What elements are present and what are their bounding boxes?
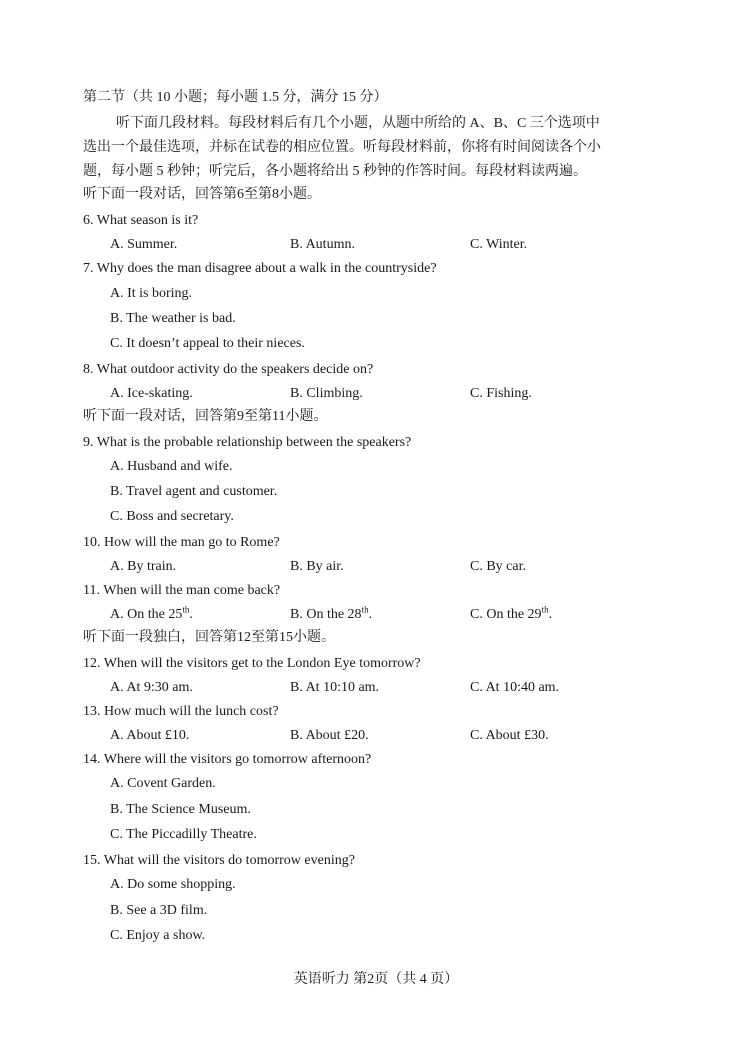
group-intro-2: 听下面一段对话，回答第9至第11小题。	[83, 409, 328, 424]
question-10-stem: 10. How will the man go to Rome?	[83, 535, 280, 550]
instruction-line-3: 题，每小题 5 秒钟；听完后，各小题将给出 5 秒钟的作答时间。每段材料读两遍。	[83, 164, 587, 179]
question-7-option-c: C. It doesn’t appeal to their nieces.	[110, 336, 305, 351]
question-8-option-b: B. Climbing.	[290, 386, 363, 401]
instruction-line-2: 选出一个最佳选项，并标在试卷的相应位置。听每段材料前，你将有时间阅读各个小	[83, 140, 601, 155]
question-6-stem: 6. What season is it?	[83, 213, 199, 228]
ordinal-suffix: th	[541, 604, 549, 615]
question-13-stem: 13. How much will the lunch cost?	[83, 704, 279, 719]
question-15-stem: 15. What will the visitors do tomorrow evening?	[83, 853, 355, 868]
question-10-option-c: C. By car.	[470, 559, 526, 574]
question-12-option-a: A. At 9:30 am.	[110, 680, 193, 695]
group-intro-1: 听下面一段对话，回答第6至第8小题。	[83, 187, 321, 202]
question-9-option-b: B. Travel agent and customer.	[110, 484, 278, 499]
page-footer: 英语听力 第2页（共 4 页）	[293, 972, 459, 987]
option-text: B. On the 28	[290, 607, 362, 622]
question-7-option-b: B. The weather is bad.	[110, 311, 236, 326]
question-8-option-a: A. Ice-skating.	[110, 386, 193, 401]
question-8-stem: 8. What outdoor activity do the speakers decide on?	[83, 362, 374, 377]
question-15-option-a: A. Do some shopping.	[110, 877, 236, 892]
option-period: .	[548, 607, 553, 622]
question-8-option-c: C. Fishing.	[470, 386, 532, 401]
question-12-stem: 12. When will the visitors get to the London Eye tomorrow?	[83, 656, 421, 671]
question-11-stem: 11. When will the man come back?	[83, 583, 281, 598]
question-12-option-b: B. At 10:10 am.	[290, 680, 380, 695]
question-11-option-c	[470, 605, 552, 625]
instruction-line-1: 听下面几段材料。每段材料后有几个小题，从题中所给的 A、B、C 三个选项中	[116, 116, 600, 131]
section-title: 第二节（共 10 小题；每小题 1.5 分，满分 15 分）	[83, 90, 388, 105]
question-14-option-b: B. The Science Museum.	[110, 802, 251, 817]
question-13-option-b: B. About £20.	[290, 728, 369, 743]
question-11-option-b	[290, 605, 372, 625]
question-9-option-c: C. Boss and secretary.	[110, 509, 234, 524]
question-7-option-a: A. It is boring.	[110, 286, 193, 301]
question-14-option-c: C. The Piccadilly Theatre.	[110, 827, 257, 842]
option-period: .	[368, 607, 373, 622]
ordinal-suffix: th	[182, 604, 190, 615]
question-10-option-b: B. By air.	[290, 559, 344, 574]
option-text: A. On the 25	[110, 607, 183, 622]
option-text: C. On the 29	[470, 607, 542, 622]
question-13-option-a: A. About £10.	[110, 728, 190, 743]
group-intro-3: 听下面一段独白，回答第12至第15小题。	[83, 630, 335, 645]
question-15-option-b: B. See a 3D film.	[110, 903, 208, 918]
question-6-option-b: B. Autumn.	[290, 237, 355, 252]
question-9-option-a: A. Husband and wife.	[110, 459, 233, 474]
option-period: .	[189, 607, 193, 622]
question-6-option-a: A. Summer.	[110, 237, 178, 252]
question-9-stem: 9. What is the probable relationship between the speakers?	[83, 435, 412, 450]
question-14-option-a: A. Covent Garden.	[110, 776, 216, 791]
question-7-stem: 7. Why does the man disagree about a walk in the countryside?	[83, 261, 437, 276]
ordinal-suffix: th	[361, 604, 369, 615]
question-11-option-a	[110, 605, 193, 625]
question-12-option-c: C. At 10:40 am.	[470, 680, 560, 695]
question-14-stem: 14. Where will the visitors go tomorrow afternoon?	[83, 752, 372, 767]
question-6-option-c: C. Winter.	[470, 237, 528, 252]
question-10-option-a: A. By train.	[110, 559, 177, 574]
question-13-option-c: C. About £30.	[470, 728, 549, 743]
question-15-option-c: C. Enjoy a show.	[110, 928, 206, 943]
